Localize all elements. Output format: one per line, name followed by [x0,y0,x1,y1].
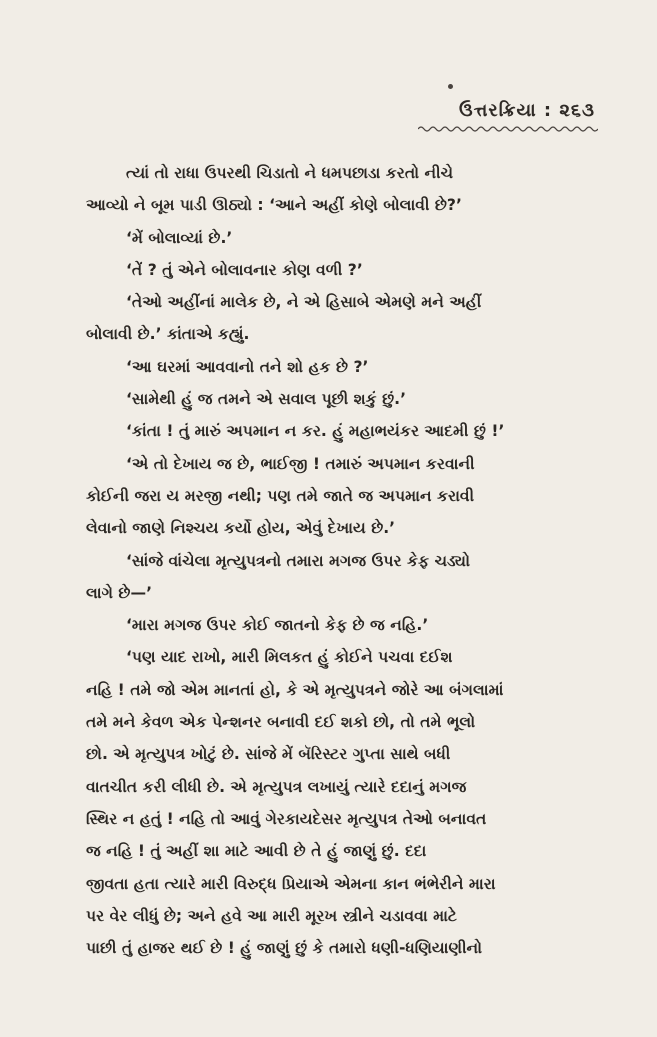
print-speck [448,84,453,89]
body-text [86,157,598,964]
text-line: ‘કાંતા ! તું મારું અપમાન ન કર. હું મહાભયંકર આદમી છું !’ [126,422,505,441]
text-line: છો. એ મૃત્યુપત્ર ખોટું છે. સાંજે મેં બૅરિસ્ટર ગુપ્તા સાથે બધી [86,745,451,764]
text-line: નહિ ! તમે જો એમ માનતાં હો, કે એ મૃત્યુપત્રને જોરે આ બંગલામાં [86,680,504,699]
text-line: તમે મને કેવળ એક પેન્શનર બનાવી દઈ શકો છો, તો તમે ભૂલો [86,713,476,732]
text-line: સ્થિર ન હતું ! નહિ તો આવું ગેરકાયદેસર મૃત્યુપત્ર તેઓ બનાવત [86,809,487,828]
text-line: ‘એ તો દેખાય જ છે, ભાઈજી ! તમારું અપમાન કરવાની [126,454,475,473]
text-line: પર વેર લીધું છે; અને હવે આ મારી મૂરખ સ્ત્રીને ચડાવવા માટે [86,906,457,925]
text-line: ‘મારા મગજ ઉપર કોઈ જાતનો કેફ છે જ નહિ.’ [126,616,429,635]
text-line: બોલાવી છે.’ કાંતાએ કહ્યું. [86,325,250,344]
text-line: ‘સામેથી હું જ તમને એ સવાલ પૂછી શકું છું.’ [126,390,407,409]
text-line: કોઈની જરા ય મરજી નથી; પણ તમે જાતે જ અપમાન કરાવી [86,486,475,505]
text-line: ‘તેઓ અહીંનાં માલેક છે, ને એ હિસાબે એમણે મને અહીં [126,293,482,312]
text-line: ‘તેં ? તું એને બોલાવનાર કોણ વળી ?’ [126,260,363,279]
text-line: આવ્યો ને બૂમ પાડી ઊઠ્યો : ‘આને અહીં કોણે બોલાવી છે?’ [86,196,462,215]
text-line: ‘પણ યાદ રાખો, મારી મિલકત હું કોઈને પચવા દઈશ [126,648,453,667]
text-line: લાગે છે—’ [86,583,152,602]
text-line: જીવતા હતા ત્યારે મારી વિરુદ્ધ પ્રિયાએ એમના કાન ભંભેરીને મારા [86,874,496,893]
text-line: વાતચીત કરી લીધી છે. એ મૃત્યુપત્ર લખાયું ત્યારે દદાનું મગજ [86,777,467,796]
decorative-underline [418,124,598,134]
text-line: જ નહિ ! તું અહીં શા માટે આવી છે તે હું જાણું છું. દદા [86,842,427,861]
text-line: ‘આ ઘરમાં આવવાનો તને શો હક છે ?’ [126,357,369,376]
running-header: ઉત્તરક્રિયા : ૨૬૩ [459,100,595,121]
text-line: ‘સાંજે વાંચેલા મૃત્યુપત્રનો તમારા મગજ ઉપર કેફ ચડ્યો [126,551,470,570]
text-line: ‘મેં બોલાવ્યાં છે.’ [126,228,233,247]
text-line: પાછી તું હાજર થઈ છે ! હું જાણું છું કે તમારો ધણી-ધણિયાણીનો [86,939,483,958]
text-line: ત્યાં તો રાધા ઉપરથી ચિડાતો ને ધમપછાડા કરતો નીચે [126,164,454,182]
text-line: લેવાનો જાણે નિશ્ચય કર્યો હોય, એવું દેખાય છે.’ [86,519,396,538]
